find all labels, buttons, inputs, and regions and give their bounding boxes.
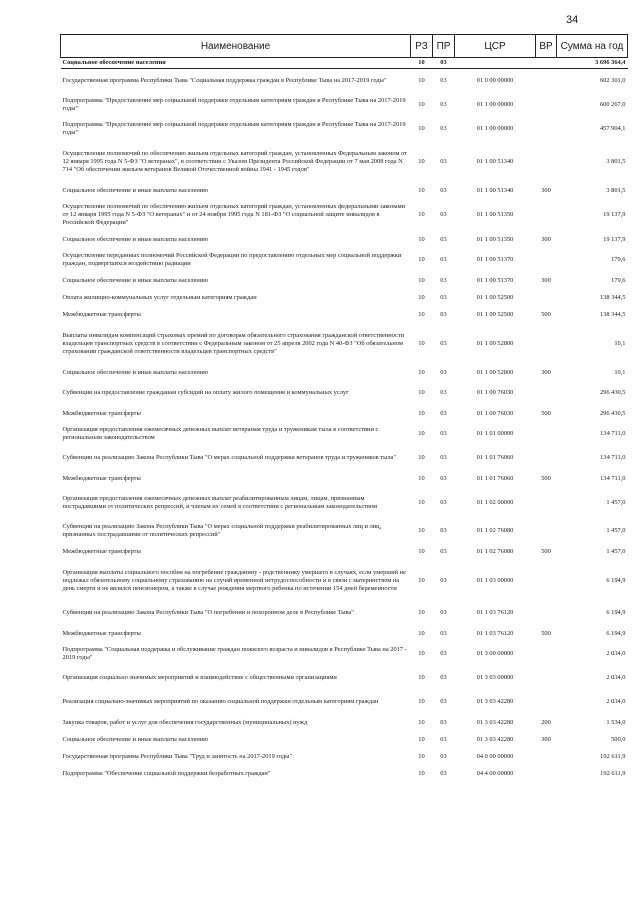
row-csr: 01 3 03 42280 <box>476 735 514 743</box>
row-vr: 300 <box>541 735 551 743</box>
row-rz: 10 <box>418 389 425 396</box>
table-row <box>61 543 628 560</box>
row-sum: 3 801,5 <box>606 186 626 194</box>
row-pr: 03 <box>440 735 447 743</box>
row-pr: 03 <box>440 186 447 194</box>
row-csr: 01 3 00 00000 <box>476 650 514 657</box>
header-vr: ВР <box>536 35 557 58</box>
row-rz: 10 <box>418 576 425 584</box>
row-vr <box>536 248 557 272</box>
row-sum: 2 034,0 <box>606 698 626 705</box>
row-vr: 500 <box>541 629 551 637</box>
row-vr: 500 <box>541 310 551 318</box>
table-row <box>61 470 628 487</box>
header-rz: РЗ <box>411 35 433 58</box>
row-vr <box>536 560 557 601</box>
row-name: Подпрограмма "Предоставление мер социальной поддержки отдельным категориям граждан в Республике Тыва на 2017-2019 годы" <box>62 121 406 136</box>
row-name: Межбюджетные трансферты <box>62 629 141 637</box>
row-sum: 602 301,0 <box>599 77 626 84</box>
row-pr: 03 <box>440 576 447 584</box>
row-sum: 134 711,0 <box>600 474 626 482</box>
row-name: Осуществление переданных полномочий Российской Федерации по предоставлению отдельных мер социальной поддержки граждан, подвергшихся воздействию радиации <box>62 252 402 267</box>
row-vr: 300 <box>541 235 551 243</box>
row-vr <box>536 690 557 714</box>
row-sum: 296 430,5 <box>599 409 626 417</box>
table-row <box>61 601 628 625</box>
row-pr: 03 <box>440 310 447 318</box>
row-vr <box>536 199 557 231</box>
row-vr <box>536 765 557 782</box>
header-row <box>61 35 628 58</box>
row-vr <box>536 381 557 405</box>
table-row <box>61 182 628 199</box>
row-rz: 10 <box>418 629 425 637</box>
row-csr: 01 1 03 00000 <box>476 576 514 584</box>
row-sum: 10,1 <box>614 339 626 347</box>
row-csr: 01 1 00 52500 <box>476 293 514 301</box>
row-rz: 10 <box>418 211 425 218</box>
row-rz: 10 <box>418 339 425 347</box>
row-name: Межбюджетные трансферты <box>62 474 141 482</box>
row-name: Субвенции на реализацию Закона Республики Тыва "О мерах социальной поддержки ветеранов труда и тружеников тыла" <box>62 454 396 461</box>
row-pr: 03 <box>440 674 447 681</box>
row-vr <box>536 446 557 470</box>
row-sum: 138 344,5 <box>599 293 626 301</box>
header-pr: ПР <box>433 35 455 58</box>
row-name: Социальное обеспечение и иные выплаты населению <box>62 368 209 376</box>
row-vr: 500 <box>541 474 551 482</box>
row-name: Организация социально значимых мероприятий и взаимодействие с общественными организациями <box>62 674 337 681</box>
row-pr: 03 <box>440 211 447 218</box>
row-pr: 03 <box>440 276 447 284</box>
row-vr: 300 <box>541 186 551 194</box>
row-rz: 10 <box>418 186 425 194</box>
row-vr <box>536 117 557 141</box>
row-pr: 03 <box>440 609 447 616</box>
row-rz: 10 <box>418 527 425 534</box>
row-sum: 192 611,9 <box>600 769 626 777</box>
row-vr <box>536 642 557 666</box>
row-name: Организация выплаты социального пособия на погребение гражданину - родственнику умершего в случаях, если умерший не подлежал обязательному социальному страхованию на случай временной нетрудоспособности и в связи с материнством на день смерти и не являлся пенсионером, а также в случае рождения мертвого ребенка по истечении 154 дней беременности <box>62 568 406 592</box>
row-sum: 10,1 <box>614 368 626 376</box>
table-row <box>61 199 628 231</box>
row-name: Оплата жилищно-коммунальных услуг отдельным категориям граждан <box>62 293 257 301</box>
row-pr: 03 <box>440 718 447 726</box>
row-pr: 03 <box>440 256 447 263</box>
row-rz: 10 <box>418 474 425 482</box>
row-sum: 179,6 <box>611 256 626 263</box>
row-csr: 01 1 00 51350 <box>476 235 514 243</box>
row-name: Государственная программа Республики Тыва "Социальная поддержка граждан в Республике Тыва на 2017-2019 годы" <box>62 77 387 84</box>
row-rz: 10 <box>418 125 425 132</box>
row-pr: 03 <box>440 125 447 132</box>
row-name: Субвенции на предоставление гражданам субсидий на оплату жилого помещения и коммунальных услуг <box>62 389 349 396</box>
row-csr: 01 1 00 51340 <box>476 157 514 165</box>
row-pr: 03 <box>440 235 447 243</box>
row-csr: 01 1 00 76030 <box>476 409 514 417</box>
row-pr: 03 <box>440 77 447 84</box>
row-pr: 03 <box>440 752 447 760</box>
row-pr: 03 <box>440 629 447 637</box>
table-row <box>61 625 628 642</box>
row-pr: 03 <box>440 409 447 417</box>
table-row <box>61 666 628 690</box>
row-name: Подпрограмма "Обеспечение социальной поддержки безработных граждан" <box>62 769 271 777</box>
row-sum: 500,0 <box>611 735 626 743</box>
row-rz: 10 <box>418 235 425 243</box>
row-name: Социальное обеспечение и иные выплаты населению <box>62 186 209 194</box>
row-sum: 2 034,0 <box>606 650 626 657</box>
table-row <box>61 248 628 272</box>
row-name: Выплаты инвалидам компенсаций страховых премий по договорам обязательного страхования гражданской ответственности владельцев транспортных средств в соответствии с Федеральным законом от 25 апреля 2002 года N 40-ФЗ "Об обязательном страховании гражданской ответственности владельцев транспортных средств" <box>62 331 405 355</box>
row-rz: 10 <box>418 752 425 760</box>
row-rz: 10 <box>418 650 425 657</box>
row-vr <box>536 141 557 182</box>
row-rz: 10 <box>418 698 425 705</box>
row-pr: 03 <box>440 157 447 165</box>
row-rz: 10 <box>418 101 425 108</box>
row-sum: 457 904,1 <box>599 125 626 132</box>
row-name: Социальное обеспечение и иные выплаты населению <box>62 735 209 743</box>
table-row <box>61 141 628 182</box>
row-pr: 03 <box>440 454 447 461</box>
row-sum: 1 457,0 <box>606 547 626 555</box>
row-csr: 01 3 03 42280 <box>476 698 514 705</box>
header-sum: Сумма на год <box>557 35 628 58</box>
row-name: Подпрограмма "Социальная поддержка и обслуживание граждан пожилого возраста и инвалидов в Республике Тыва на 2017 - 2019 годы" <box>62 646 407 661</box>
row-csr: 01 3 03 00000 <box>476 674 514 681</box>
row-csr: 01 1 00 00000 <box>476 101 514 108</box>
table-row <box>61 69 628 94</box>
table-row <box>61 690 628 714</box>
row-csr: 01 1 00 52800 <box>476 368 514 376</box>
row-vr: 300 <box>541 276 551 284</box>
table-row <box>61 446 628 470</box>
row-name: Организация предоставления ежемесячных денежных выплат ветеранам труда и труженикам тыла в соответствии с региональным законодательством <box>62 426 379 441</box>
row-rz: 10 <box>418 293 425 301</box>
row-csr: 01 1 03 76120 <box>476 629 514 637</box>
row-sum: 192 611,9 <box>600 752 626 760</box>
row-name: Межбюджетные трансферты <box>62 547 141 555</box>
row-rz: 10 <box>418 77 425 84</box>
section-rz: 10 <box>411 58 433 69</box>
row-vr <box>536 666 557 690</box>
table-row <box>61 289 628 306</box>
row-vr <box>536 601 557 625</box>
table-row <box>61 231 628 248</box>
row-pr: 03 <box>440 698 447 705</box>
row-sum: 6 194,9 <box>606 576 626 584</box>
table-row <box>61 323 628 364</box>
row-rz: 10 <box>418 157 425 165</box>
row-pr: 03 <box>440 389 447 396</box>
row-csr: 01 1 00 51340 <box>476 186 514 194</box>
row-csr: 01 1 00 52500 <box>476 310 514 318</box>
row-name: Реализация социально-значимых мероприятий по оказанию социальной поддержки отдельным категориям граждан <box>62 698 379 705</box>
row-csr: 01 1 03 76120 <box>476 609 514 616</box>
table-row <box>61 748 628 765</box>
table-row <box>61 306 628 323</box>
row-rz: 10 <box>418 499 425 506</box>
row-rz: 10 <box>418 368 425 376</box>
header-name: Наименование <box>61 35 411 58</box>
row-pr: 03 <box>440 474 447 482</box>
row-name: Закупка товаров, работ и услуг для обеспечения государственных (муниципальных) нужд <box>62 718 308 726</box>
row-pr: 03 <box>440 499 447 506</box>
row-sum: 19 137,9 <box>603 235 626 243</box>
row-pr: 03 <box>440 769 447 777</box>
row-vr: 500 <box>541 547 551 555</box>
row-sum: 1 457,0 <box>606 527 626 534</box>
row-pr: 03 <box>440 527 447 534</box>
row-name: Социальное обеспечение и иные выплаты населению <box>62 276 209 284</box>
row-pr: 03 <box>440 430 447 437</box>
row-name: Осуществление полномочий по обеспечению жильем отдельных категорий граждан, установленных Федеральным законом от 12 января 1995 года N 5-ФЗ "О ветеранах", в соответствии с Указом Президента Российской Федерации от 7 мая 2008 года N 714 "Об обеспечении жильем ветеранов Великой Отечественной войны 1941 - 1945 годов" <box>62 149 407 173</box>
row-name: Подпрограмма "Предоставление мер социальной поддержки отдельным категориям граждан в Республике Тыва на 2017-2019 годы" <box>62 97 406 112</box>
row-csr: 01 1 02 76080 <box>476 547 514 555</box>
row-sum: 138 344,5 <box>599 310 626 318</box>
table-row <box>61 381 628 405</box>
row-csr: 01 1 00 52800 <box>476 339 514 347</box>
row-name: Субвенции на реализацию Закона Республики Тыва "О мерах социальной поддержки реабилитированных лиц и лиц, признанных пострадавшими от политических репрессий" <box>62 523 382 538</box>
row-sum: 134 711,0 <box>600 454 626 461</box>
row-vr <box>536 289 557 306</box>
row-vr <box>536 748 557 765</box>
row-csr: 01 1 02 00000 <box>476 499 514 506</box>
table-row <box>61 93 628 117</box>
table-row <box>61 422 628 446</box>
section-csr <box>455 58 536 69</box>
budget-table <box>60 34 628 782</box>
row-name: Межбюджетные трансферты <box>62 310 141 318</box>
row-pr: 03 <box>440 650 447 657</box>
row-rz: 10 <box>418 718 425 726</box>
row-csr: 01 1 01 76060 <box>476 454 514 461</box>
table-row <box>61 405 628 422</box>
section-vr <box>536 58 557 69</box>
row-sum: 2 034,0 <box>606 674 626 681</box>
section-sum: 3 696 364,4 <box>557 58 628 69</box>
row-rz: 10 <box>418 256 425 263</box>
table-row <box>61 272 628 289</box>
page-number: 34 <box>566 14 579 26</box>
section-name: Социальное обеспечение населения <box>61 58 411 69</box>
row-csr: 01 3 03 42280 <box>476 718 514 726</box>
row-csr: 01 1 01 76060 <box>476 474 514 482</box>
row-name: Осуществление полномочий по обеспечению жильем отдельных категорий граждан, установленных федеральными законами от 12 января 1995 года N 5-ФЗ "О ветеранах" и от 24 ноября 1995 года N 181-ФЗ "О социальной защите инвалидов в Российской Федерации" <box>62 203 406 226</box>
row-sum: 3 801,5 <box>606 157 626 165</box>
row-vr: 200 <box>541 718 551 726</box>
row-rz: 10 <box>418 409 425 417</box>
row-rz: 10 <box>418 769 425 777</box>
row-rz: 10 <box>418 430 425 437</box>
row-vr <box>536 422 557 446</box>
row-csr: 01 1 01 00000 <box>476 430 514 437</box>
row-sum: 179,6 <box>611 276 626 284</box>
row-vr <box>536 519 557 543</box>
row-vr: 300 <box>541 368 551 376</box>
row-vr <box>536 323 557 364</box>
row-csr: 04 4 00 00000 <box>476 769 514 777</box>
row-csr: 01 1 02 76080 <box>476 527 514 534</box>
section-pr: 03 <box>433 58 455 69</box>
row-pr: 03 <box>440 101 447 108</box>
row-vr: 500 <box>541 409 551 417</box>
row-sum: 296 430,5 <box>599 389 626 396</box>
row-vr <box>536 93 557 117</box>
row-csr: 01 1 00 51350 <box>476 211 514 218</box>
row-sum: 134 711,0 <box>600 430 626 437</box>
row-rz: 10 <box>418 735 425 743</box>
header-csr: ЦСР <box>455 35 536 58</box>
section-row <box>61 58 628 69</box>
row-csr: 01 0 00 00000 <box>476 77 514 84</box>
row-sum: 1 534,0 <box>606 718 626 726</box>
row-pr: 03 <box>440 339 447 347</box>
row-csr: 01 1 00 51370 <box>476 276 514 284</box>
row-sum: 1 457,0 <box>606 499 626 506</box>
row-name: Организация предоставления ежемесячных денежных выплат реабилитированным лицам, лицам, признанным пострадавшими от политических репрессий, и членам их семей в соответствии с региональным законодательством <box>62 495 378 510</box>
row-sum: 19 137,9 <box>603 211 626 218</box>
row-sum: 6 194,9 <box>606 609 626 616</box>
row-vr <box>536 487 557 519</box>
table-row <box>61 731 628 748</box>
row-pr: 03 <box>440 547 447 555</box>
table-row <box>61 487 628 519</box>
row-sum: 6 194,9 <box>606 629 626 637</box>
table-row <box>61 519 628 543</box>
row-sum: 600 267,0 <box>599 101 626 108</box>
row-rz: 10 <box>418 674 425 681</box>
row-name: Социальное обеспечение и иные выплаты населению <box>62 235 209 243</box>
table-row <box>61 560 628 601</box>
table-row <box>61 642 628 666</box>
row-rz: 10 <box>418 609 425 616</box>
row-rz: 10 <box>418 547 425 555</box>
row-name: Субвенции на реализацию Закона Республики Тыва "О погребении и похоронном деле в Республике Тыва" <box>62 609 354 616</box>
table-row <box>61 765 628 782</box>
row-name: Межбюджетные трансферты <box>62 409 141 417</box>
row-name: Государственная программа Республики Тыва "Труд и занятость на 2017-2019 годы" <box>62 752 293 760</box>
row-rz: 10 <box>418 310 425 318</box>
row-csr: 04 0 00 00000 <box>476 752 514 760</box>
row-pr: 03 <box>440 368 447 376</box>
row-pr: 03 <box>440 293 447 301</box>
row-rz: 10 <box>418 276 425 284</box>
row-csr: 01 1 00 00000 <box>476 125 514 132</box>
table-row <box>61 714 628 731</box>
row-rz: 10 <box>418 454 425 461</box>
row-csr: 01 1 00 51370 <box>476 256 514 263</box>
row-csr: 01 1 00 76030 <box>476 389 514 396</box>
row-vr <box>536 69 557 94</box>
table-row <box>61 117 628 141</box>
table-row <box>61 364 628 381</box>
